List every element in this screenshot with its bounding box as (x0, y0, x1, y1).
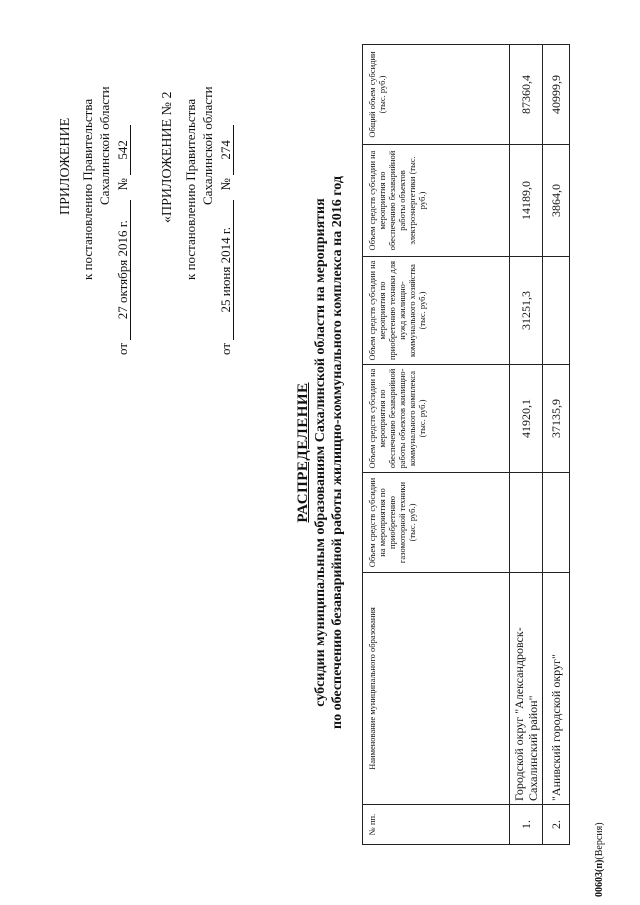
row-municipality: "Анивский городской округ" (543, 573, 570, 805)
appendix2-title: «ПРИЛОЖЕНИЕ № 2 (160, 91, 175, 223)
footer-code (594, 822, 605, 897)
header-number: № пп. (363, 805, 510, 845)
row-municipality: Городской округ "Александровск-Сахалинский район" (510, 573, 543, 805)
appendix-no-label: № (115, 178, 130, 191)
header-municipality: Наименование муниципального образования (363, 573, 510, 805)
header-gas-equipment: Объем средств субсидии на мероприятия по приобретению газомоторной техники (тыс. руб.) (363, 473, 510, 573)
footer-version: (Версия) (594, 822, 605, 860)
row-power-objects: 14189,0 (510, 145, 543, 257)
distribution-table (362, 44, 570, 845)
appendix-date-row (115, 125, 131, 355)
appendix-number: 542 (115, 125, 131, 175)
row-housing-equipment (543, 257, 570, 365)
footer-code-text: 00603(п) (594, 859, 605, 897)
row-number: 2. (543, 805, 570, 845)
header-power-objects: Объем средств субсидии на мероприятия по обеспечению безаварийной работы объектов электроэнергетики (тыс. руб.) (363, 145, 510, 257)
row-housing-objects: 41920,1 (510, 365, 543, 473)
document-title: РАСПРЕДЕЛЕНИЕ (295, 382, 311, 523)
header-housing-equipment: Объем средств субсидии на мероприятия по приобретению техники для нужд жилищно-коммунального хозяйства (тыс. руб.) (363, 257, 510, 365)
row-total: 40999,9 (543, 45, 570, 145)
row-power-objects: 3864,0 (543, 145, 570, 257)
table-row (510, 45, 543, 845)
appendix-date: 27 октября 2016 г. (115, 200, 131, 340)
appendix2-line-2: Сахалинской области (200, 86, 215, 205)
row-total: 87360,4 (510, 45, 543, 145)
appendix2-date: 25 июня 2014 г. (218, 200, 234, 340)
header-total: Общий объем субсидии (тыс. руб.) (363, 45, 510, 145)
document-subtitle-2: по обеспечению безаварийной работы жилищно-коммунального комплекса на 2016 год (330, 176, 345, 729)
appendix-title: ПРИЛОЖЕНИЕ (58, 117, 73, 215)
document-subtitle-1: субсидии муниципальным образованиям Сахалинской области на мероприятия (313, 198, 328, 707)
table-header-row (363, 45, 510, 845)
row-number: 1. (510, 805, 543, 845)
row-gas-equipment (510, 473, 543, 573)
header-housing-objects: Объем средств субсидии на мероприятия по обеспечению безаварийной работы объектов жилищно-коммунального комплекса (тыс. руб.) (363, 365, 510, 473)
appendix2-from: от (218, 342, 233, 355)
appendix2-date-row (218, 125, 234, 355)
row-gas-equipment (543, 473, 570, 573)
row-housing-objects: 37135,9 (543, 365, 570, 473)
row-housing-equipment: 31251,3 (510, 257, 543, 365)
table-row (543, 45, 570, 845)
appendix-from: от (115, 342, 130, 355)
appendix-line-1: к постановлению Правительства (80, 98, 95, 280)
appendix-line-2: Сахалинской области (97, 86, 112, 205)
appendix2-number: 274 (218, 125, 234, 175)
appendix2-no-label: № (218, 178, 233, 191)
appendix2-line-1: к постановлению Правительства (183, 98, 198, 280)
